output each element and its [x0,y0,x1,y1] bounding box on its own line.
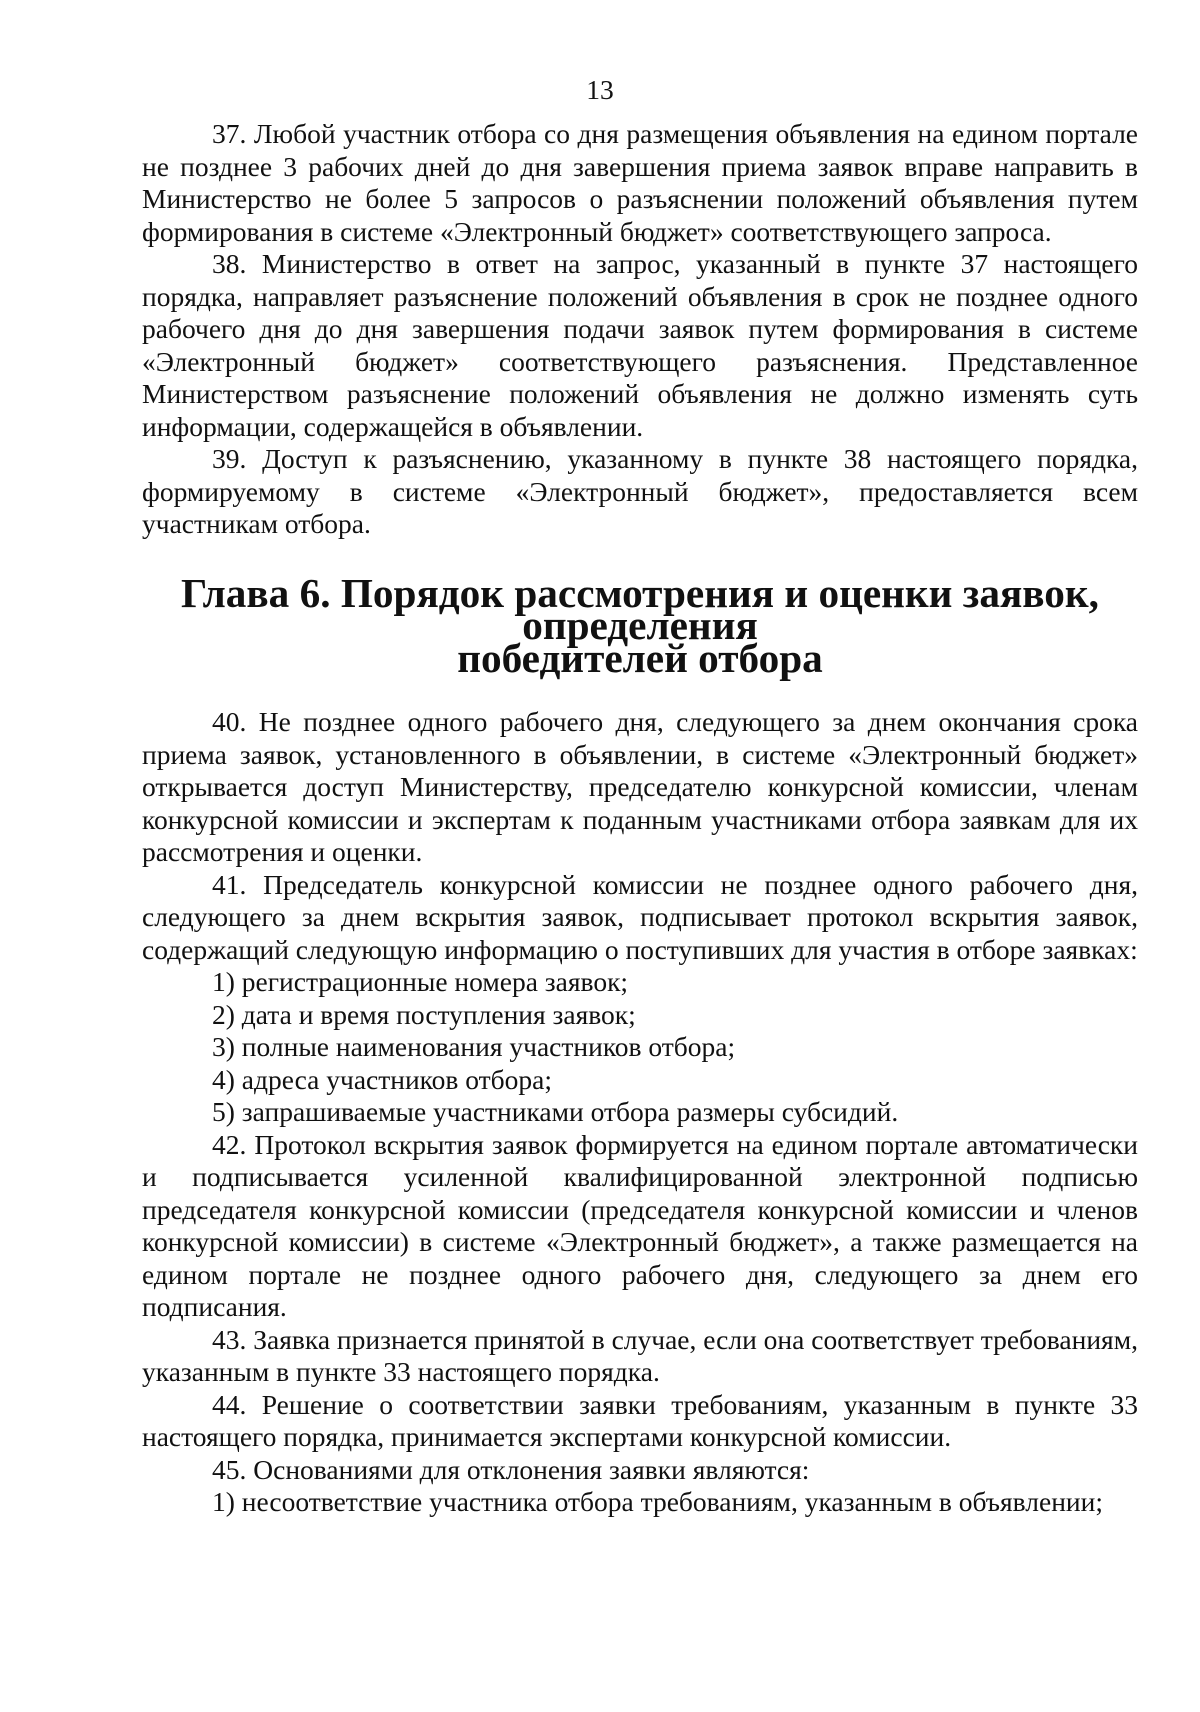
document-body [142,118,1138,1519]
chapter-heading [142,569,1138,681]
page-number: 13 [586,74,614,105]
paragraph-43: 43. Заявка признается принятой в случае, если она соответствует требованиям, указанным в пункте 33 настоящего порядка. [142,1323,1138,1387]
paragraph-38: 38. Министерство в ответ на запрос, указанный в пункте 37 настоящего порядка, направляет разъяснение положений объявления в срок не позднее одного рабочего дня до дня завершения подачи заявок путем формирования в системе «Электронный бюджет» соответствующего разъяснения. Представленное Министерством разъяснение положений объявления не должно изменять суть информации, содержащейся в объявлении. [142,248,1138,442]
paragraph-44: 44. Решение о соответствии заявки требованиям, указанным в пункте 33 настоящего порядка, принимается экспертами конкурсной комиссии. [142,1388,1138,1452]
list-item: 1) несоответствие участника отбора требованиям, указанным в объявлении; [212,1486,1103,1517]
chapter-heading-line-2: победителей отбора [457,634,823,681]
paragraph-39: 39. Доступ к разъяснению, указанному в пункте 38 настоящего порядка, формируемому в системе «Электронный бюджет», предоставляется всем участникам отбора. [142,443,1138,539]
paragraph-45: 45. Основаниями для отклонения заявки являются: [212,1453,810,1485]
list-item: 4) адреса участников отбора; [212,1063,553,1095]
list-item: 1) регистрационные номера заявок; [212,966,629,997]
list-item: 2) дата и время поступления заявок; [212,998,636,1030]
paragraph-37: 37. Любой участник отбора со дня размещения объявления на едином портале не позднее 3 рабочих дней до дня завершения приема заявок вправе направить в Министерство не более 5 запросов о разъяснении положений объявления путем формирования в системе «Электронный бюджет» соответствующего запроса. [142,118,1138,247]
paragraph-41: 41. Председатель конкурсной комиссии не позднее одного рабочего дня, следующего за днем вскрытия заявок, подписывает протокол вскрытия заявок, содержащий следующую информацию о поступивших для участия в отборе заявках: [142,868,1138,965]
paragraph-40: 40. Не позднее одного рабочего дня, следующего за днем окончания срока приема заявок, установленного в объявлении, в системе «Электронный бюджет» открывается доступ Министерству, председателю конкурсной комиссии, членам конкурсной комиссии и экспертам к поданным участниками отбора заявкам для их рассмотрения и оценки. [142,706,1138,867]
list-item: 3) полные наименования участников отбора; [212,1031,736,1062]
paragraph-42: 42. Протокол вскрытия заявок формируется на едином портале автоматически и подписывается усиленной квалифицированной электронной подписью председателя конкурсной комиссии (председателя конкурсной комиссии и членов конкурсной комиссии) в системе «Электронный бюджет», а также размещается на едином портале не позднее одного рабочего дня, следующего за днем его подписания. [142,1128,1138,1322]
chapter-heading-line-1: Глава 6. Порядок рассмотрения и оценки заявок, определения [181,569,1099,648]
list-item: 5) запрашиваемые участниками отбора размеры субсидий. [212,1096,899,1127]
